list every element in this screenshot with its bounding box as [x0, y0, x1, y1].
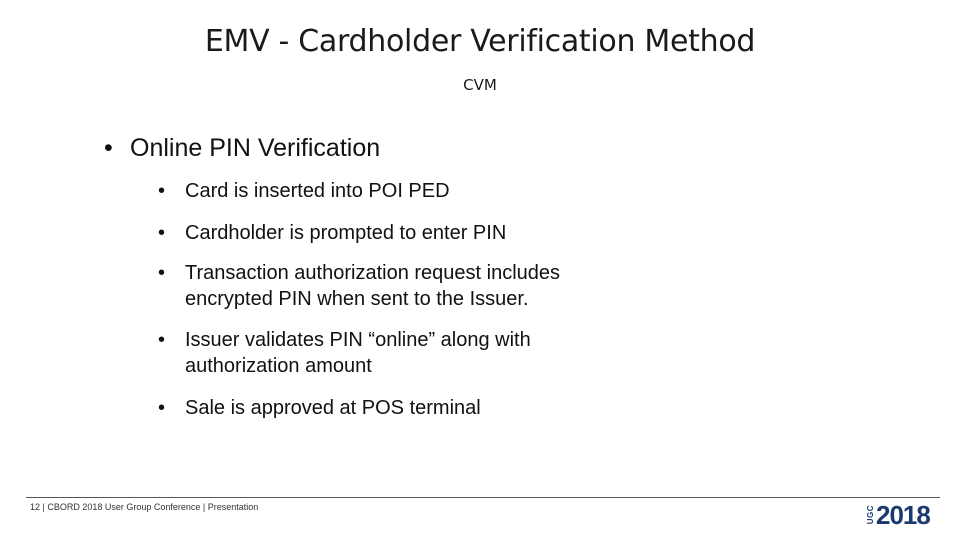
bullet-text: Issuer validates PIN “online” along with authorization amount — [185, 329, 531, 377]
bullet-text: Transaction authorization request includes encrypted PIN when sent to the Issuer. — [185, 262, 561, 310]
logo-year: 2018 — [876, 499, 930, 530]
bullet-marker: • — [158, 180, 166, 202]
footer-text: 12 | CBORD 2018 User Group Conference | Presentation — [30, 502, 259, 512]
bullet-level2 — [158, 327, 625, 379]
logo-prefix: UGC — [866, 505, 875, 525]
bullet-marker: • — [158, 262, 166, 284]
bullet-marker: • — [158, 397, 166, 419]
bullet-level2 — [158, 220, 665, 246]
bullet-level2 — [158, 260, 645, 312]
bullet-marker: • — [158, 329, 166, 351]
bullet-text: Online PIN Verification — [130, 134, 381, 162]
bullet-marker: • — [104, 134, 113, 162]
bullet-text: Card is inserted into POI PED — [185, 180, 450, 202]
bullet-level2 — [158, 178, 665, 204]
bullet-text: Sale is approved at POS terminal — [185, 397, 481, 419]
footer-divider — [26, 497, 940, 498]
bullet-level1 — [104, 134, 380, 163]
slide-title: EMV - Cardholder Verification Method — [204, 24, 756, 59]
bullet-text: Cardholder is prompted to enter PIN — [185, 222, 507, 244]
bullet-marker: • — [158, 222, 166, 244]
bullet-level2 — [158, 395, 665, 421]
ugc-2018-logo — [866, 499, 930, 531]
slide-subtitle: CVM — [463, 76, 497, 94]
